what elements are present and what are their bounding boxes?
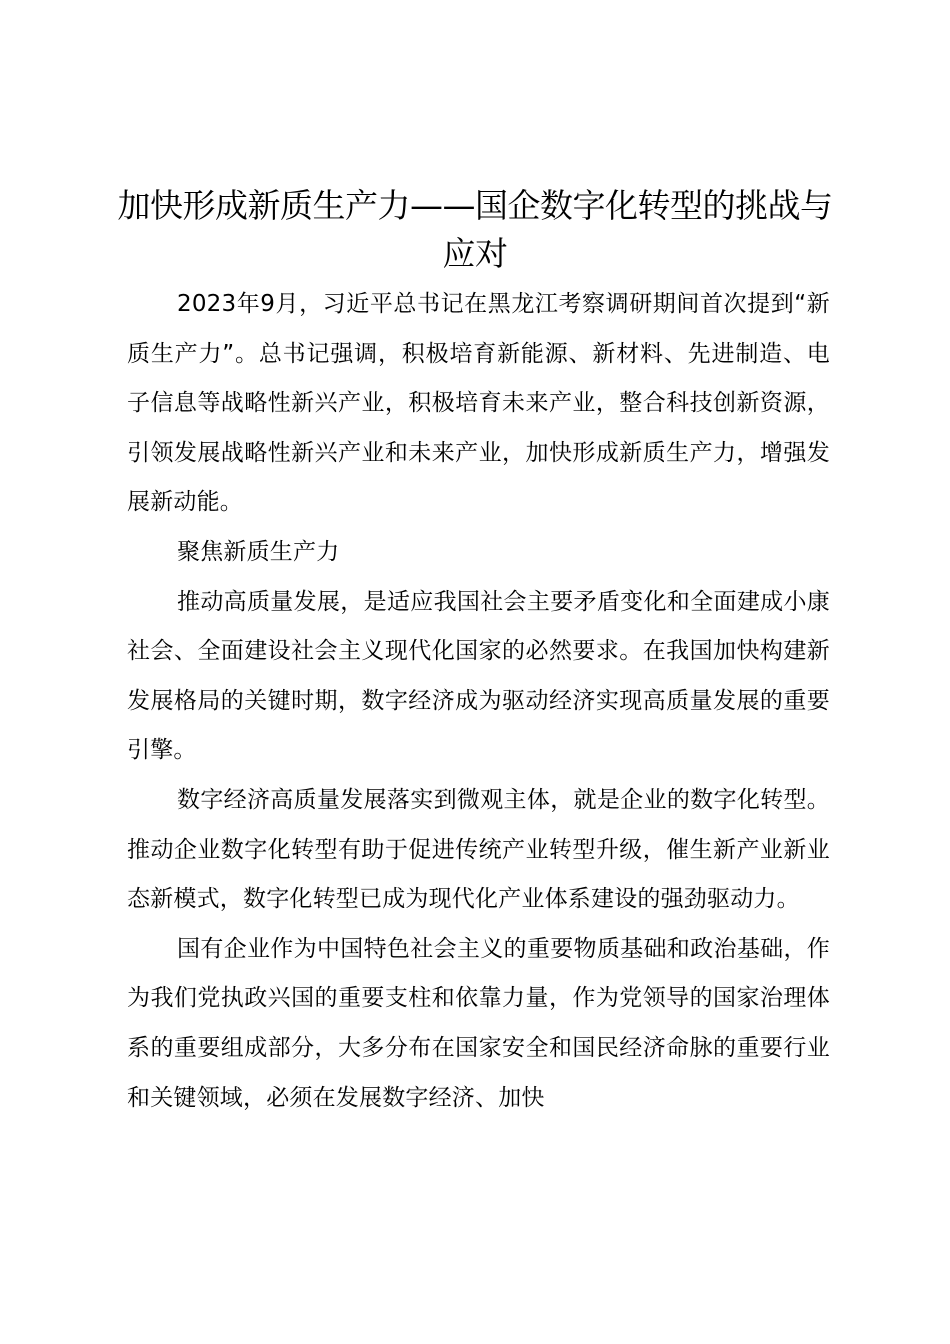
paragraph-high-quality-development: 推动高质量发展，是适应我国社会主要矛盾变化和全面建成小康社会、全面建设社会主义现代化国家的必然要求。在我国加快构建新发展格局的关键时期，数字经济成为驱动经济实现高质量发展的重要引擎。 <box>127 588 830 764</box>
paragraph-state-owned-enterprises: 国有企业作为中国特色社会主义的重要物质基础和政治基础，作为我们党执政兴国的重要支柱和依靠力量，作为党领导的国家治理体系的重要组成部分，大多分布在国家安全和国民经济命脉的重要行业和关键领域，必须在发展数字经济、加快 <box>127 935 830 1111</box>
paragraph-intro: 2023年9月，习近平总书记在黑龙江考察调研期间首次提到“新质生产力”。总书记强调，积极培育新能源、新材料、先进制造、电子信息等战略性新兴产业，积极培育未来产业，整合科技创新资源，引领发展战略性新兴产业和未来产业，加快形成新质生产力，增强发展新动能。 <box>127 291 830 516</box>
paragraph-digital-transformation: 数字经济高质量发展落实到微观主体，就是企业的数字化转型。推动企业数字化转型有助于促进传统产业转型升级，催生新产业新业态新模式，数字化转型已成为现代化产业体系建设的强劲驱动力。 <box>127 786 830 913</box>
document-body <box>127 280 830 1123</box>
section-heading: 聚焦新质生产力 <box>177 538 340 565</box>
document-title: 加快形成新质生产力——国企数字化转型的挑战与应对 <box>117 186 833 273</box>
